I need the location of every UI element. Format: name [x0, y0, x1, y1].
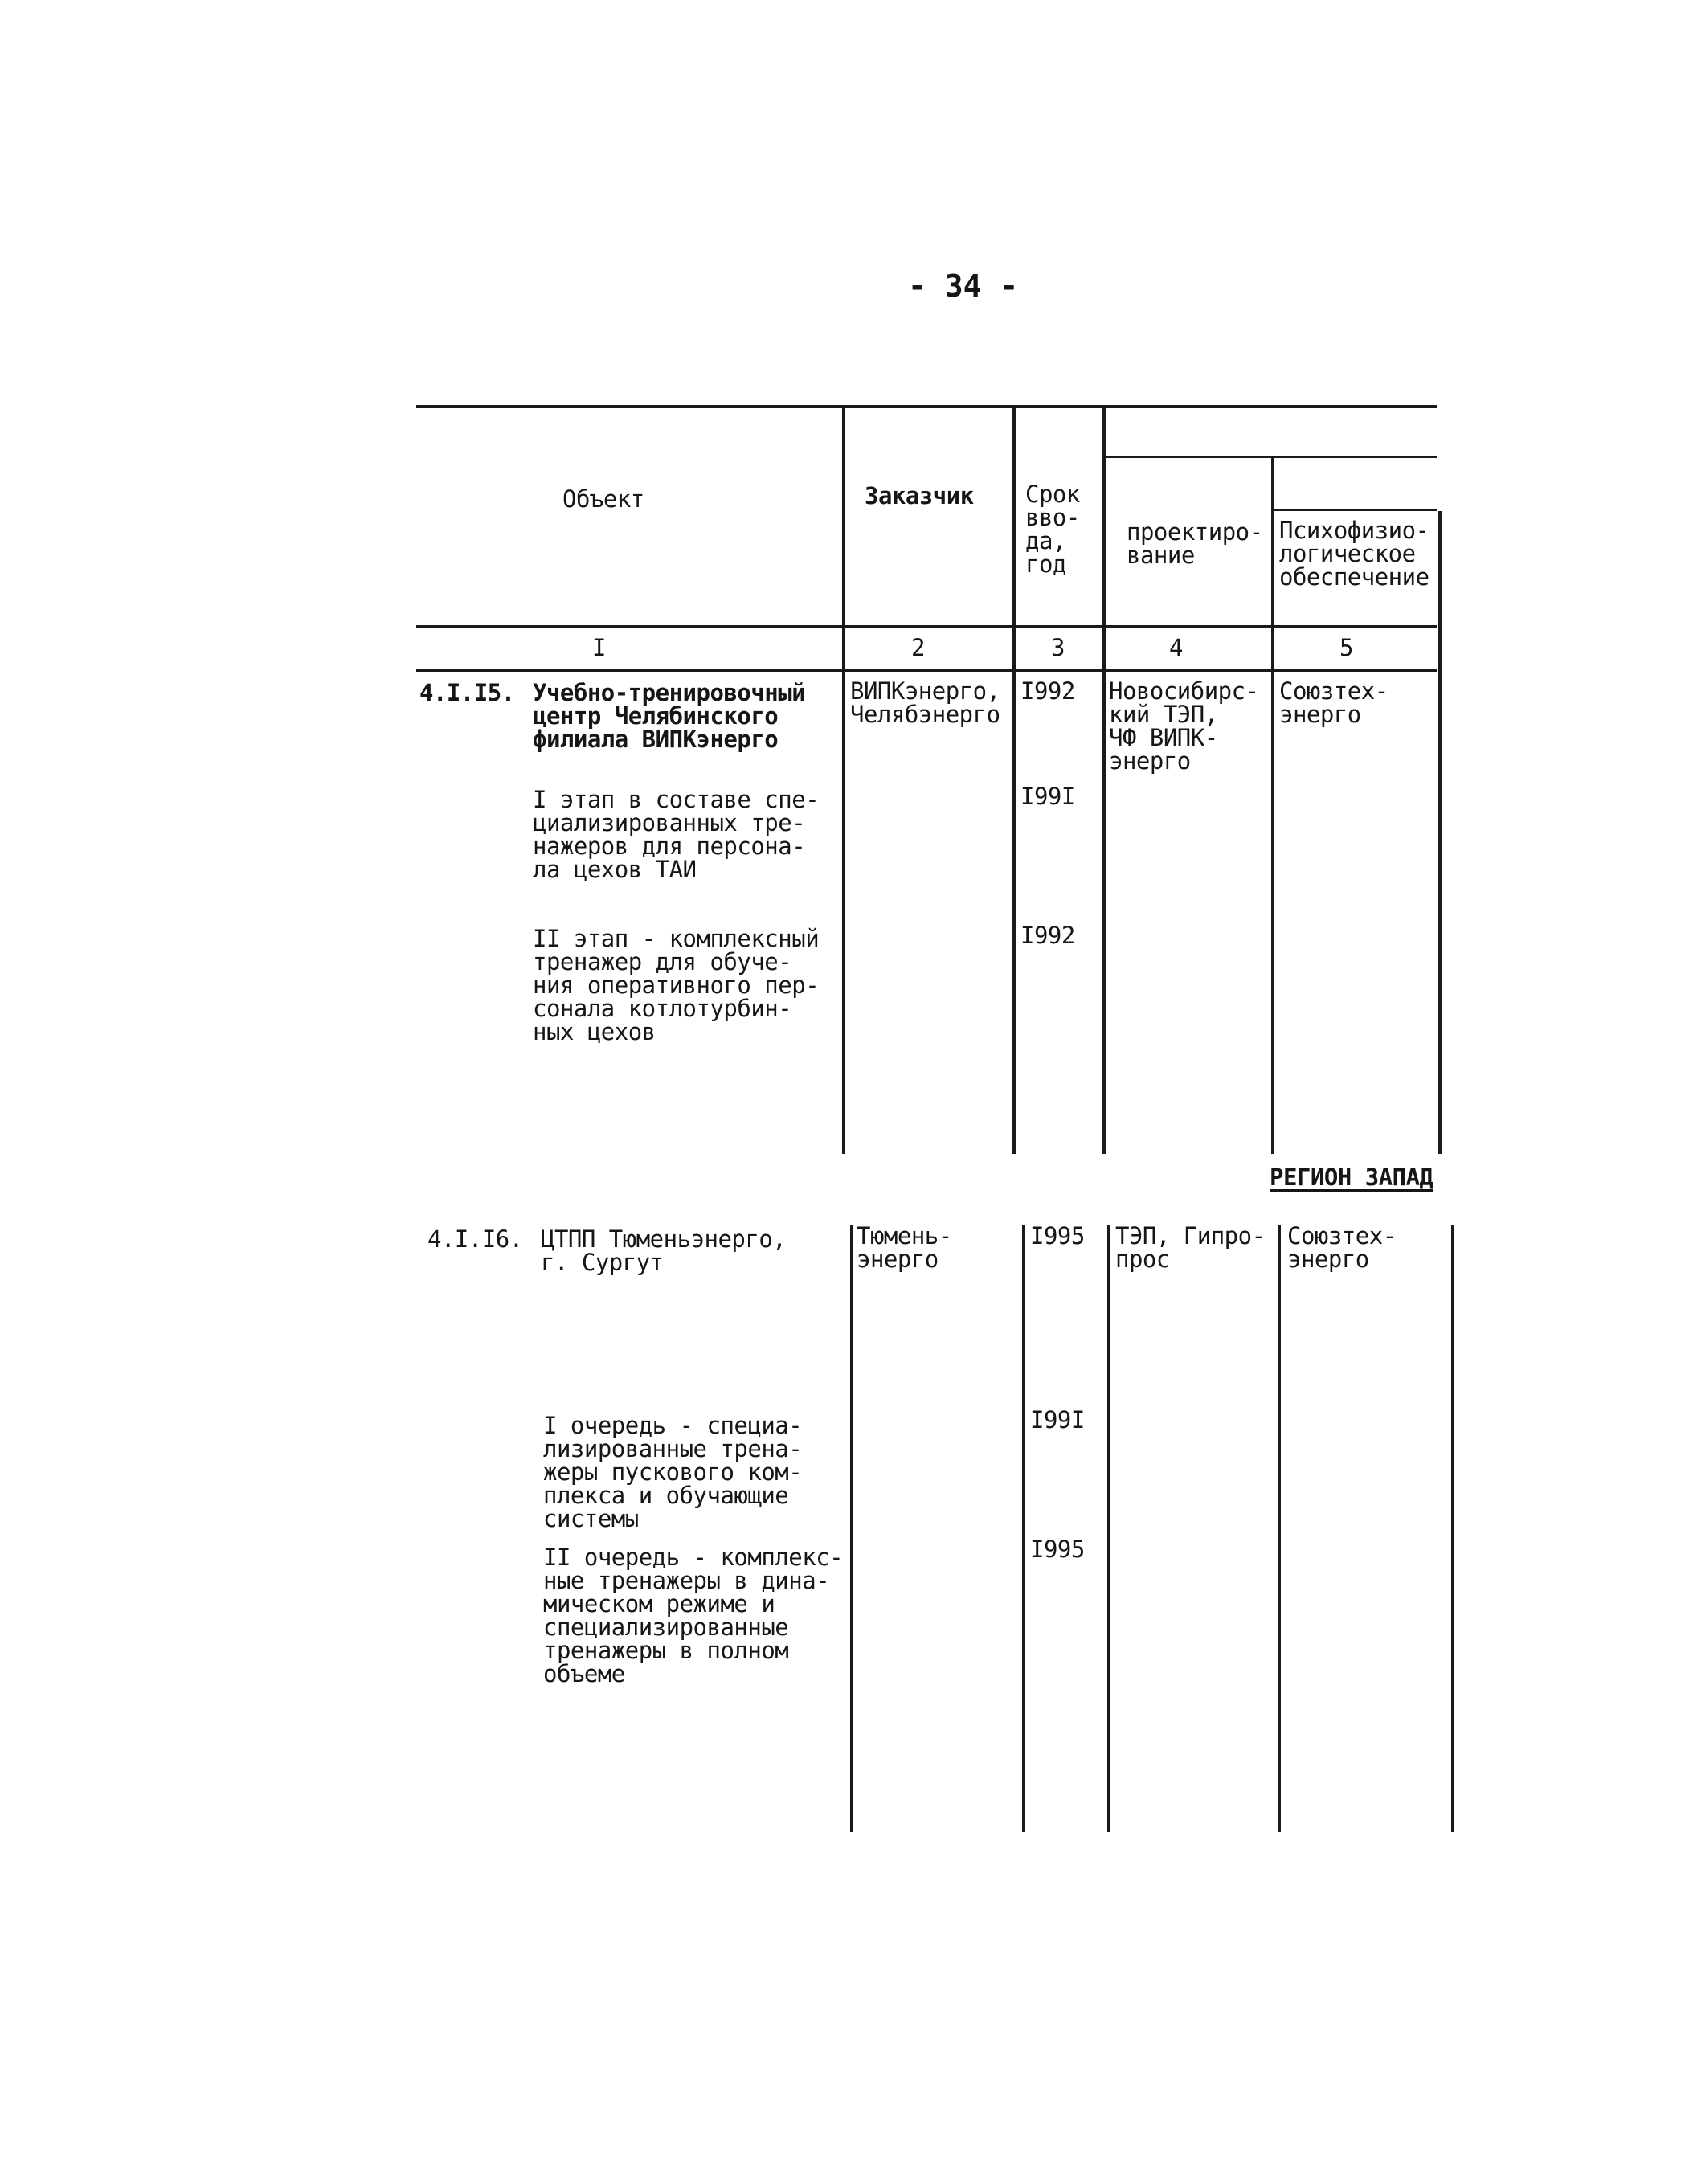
entry-16-design: ТЭП, Гипро- прос: [1115, 1222, 1266, 1273]
column-divider-3: [1102, 405, 1106, 1154]
column-divider-3b: [1107, 1225, 1110, 1832]
entry-16-year: I995: [1030, 1222, 1085, 1249]
page-number: - 34 -: [908, 268, 1019, 304]
entry-15-customer: ВИПКэнерго, Челябэнерго: [850, 677, 1000, 728]
entry-16-stage2-year: I995: [1030, 1536, 1085, 1563]
entry-16-code: 4.I.I6.: [427, 1225, 523, 1253]
header-customer: Заказчик: [865, 482, 974, 509]
header-bottom-rule: [416, 625, 1437, 628]
column-number-3: 3: [1051, 634, 1065, 661]
entry-15-design: Новосибирс- кий ТЭП, ЧФ ВИПК- энерго: [1109, 677, 1259, 775]
entry-15-psycho: Союзтех- энерго: [1279, 677, 1388, 728]
entry-16-object: ЦТПП Тюменьэнерго, г. Сургут: [541, 1225, 787, 1276]
entry-16-stage1-year: I99I: [1030, 1406, 1085, 1434]
entry-15-code: 4.I.I5.: [419, 679, 515, 706]
column-number-2: 2: [911, 634, 925, 661]
entry-16-stage1-text: I очередь - специа- лизированные трена- жеры пускового ком- плекса и обучающие системы: [543, 1412, 803, 1532]
header-psycho: Психофизио- логическое обеспечение: [1279, 517, 1429, 591]
table-top-rule: [416, 405, 1437, 408]
column-divider-5: [1438, 511, 1442, 1154]
entry-15-object: Учебно-тренировочный центр Челябинского филиала ВИПКэнерго: [533, 679, 806, 753]
entry-16-stage2-text: II очередь - комплекс- ные тренажеры в дина- мическом режиме и специализированные тренажеры в полном объеме: [543, 1544, 844, 1687]
header-object: Объект: [562, 485, 644, 513]
column-number-1: I: [592, 634, 606, 661]
header-subrule-2: [1274, 509, 1437, 511]
entry-16-customer: Тюмень- энерго: [857, 1222, 952, 1273]
column-divider-2: [1012, 405, 1016, 1154]
column-numbers-rule: [416, 669, 1437, 672]
column-divider-2b: [1022, 1225, 1025, 1832]
header-term: Срок вво- да, год: [1025, 481, 1080, 578]
header-design: проектиро- вание: [1127, 518, 1263, 569]
entry-15-stage1-text: I этап в составе спе- циализированных тре- нажеров для персона- ла цехов ТАИ: [533, 786, 820, 883]
entry-15-stage2-year: I992: [1020, 922, 1075, 949]
column-divider-5b: [1451, 1225, 1454, 1832]
column-number-4: 4: [1169, 634, 1183, 661]
entry-16-psycho: Союзтех- энерго: [1287, 1222, 1397, 1273]
entry-15-year: I992: [1020, 677, 1075, 705]
column-divider-1b: [850, 1225, 853, 1832]
entry-15-stage1-year: I99I: [1020, 783, 1075, 810]
column-number-5: 5: [1339, 634, 1353, 661]
column-divider-4b: [1278, 1225, 1281, 1832]
column-divider-4: [1271, 458, 1274, 1154]
entry-15-stage2-text: II этап - комплексный тренажер для обуче- ния оперативного пер- сонала котлотурбин- ных цехов: [533, 925, 820, 1045]
region-heading: РЕГИОН ЗАПАД: [1270, 1164, 1433, 1191]
column-divider-1: [842, 405, 845, 1154]
